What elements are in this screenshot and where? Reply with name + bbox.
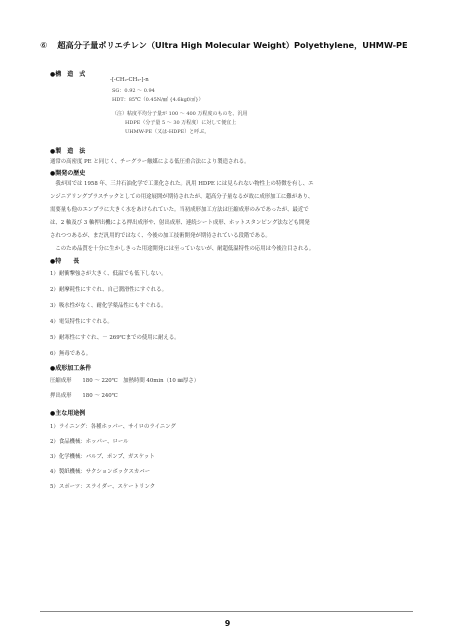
history-line: 需要量も他のエンプラに大きく水をあけられていた。当初成形加工方法は圧縮成形のみであったが、最近で	[50, 207, 309, 213]
application-item: 3）化学機械：バルブ、ポンプ、ガスケット	[50, 454, 155, 460]
history-line: ンジニアリングプラスチックとしての用途展開が期待されたが、超高分子量なるが故に成形加工に難があり、	[50, 194, 314, 200]
manufacturing-heading: ●製 造 法	[50, 148, 86, 155]
structure-heading: ●構 造 式	[50, 71, 86, 78]
molding-row: 押出成形 180 ～ 240℃	[50, 393, 118, 399]
applications-heading: ●主な用途例	[50, 410, 86, 417]
application-item: 4）製紙機械：サクションボックスカバー	[50, 469, 151, 475]
section-title-text: 超高分子量ポリエチレン（Ultra High Molecular Weight）Polyethylene，UHMW-PE	[57, 40, 408, 50]
footer-divider	[40, 611, 413, 612]
structure-sg: SG：0.92 ～ 0.94	[112, 88, 155, 94]
section-title	[40, 40, 408, 51]
history-line: 我が国では 1958 年、三井石油化学で工業化された。汎用 HDPE には見られない物性上の特徴を有し、エ	[50, 181, 314, 187]
section-number: ⑥	[40, 40, 48, 50]
feature-item: 5）耐寒性にすぐれ、－ 269℃までの使用に耐える。	[50, 335, 180, 341]
history-line: は、2 軸及び 3 軸押出機による押出成形や、射出成形、連続シート成形、ホットスタンピング法なども開発	[50, 220, 310, 226]
application-item: 5）スポーツ：スライダー、スケートリンク	[50, 484, 156, 490]
structure-note-line-3: UHMW-PE（又は-HDPE）と呼ぶ。	[125, 129, 210, 135]
molding-row: 圧縮成形 180 ～ 220℃ 加熱時間 40min（10 ㎜厚さ）	[50, 378, 200, 384]
feature-item: 2）耐摩耗性にすぐれ、自己潤滑性にすぐれる。	[50, 287, 167, 293]
history-heading: ●開発の歴史	[50, 170, 86, 177]
history-line: このため品質を十分に生かしきった用途開発には至っていないが、耐超低温特性の応用は今後注目される。	[50, 246, 315, 252]
structure-note-line-2: HDPE（分子量 5 ～ 30 万程度）に対して便宜上	[125, 120, 237, 126]
feature-item: 4）電気特性にすぐれる。	[50, 319, 113, 325]
feature-item: 3）吸水性がなく、耐化学薬品性にもすぐれる。	[50, 303, 167, 309]
application-item: 2）食品機械：ホッパー、ロール	[50, 439, 129, 445]
history-line: されつつあるが、まだ汎用的ではなく、今後の加工技術開発が期待されている段階である。	[50, 233, 271, 239]
structure-formula: -[-CH₂-CH₂-]-n	[110, 77, 149, 83]
feature-item: 1）耐衝撃強さが大きく、低温でも低下しない。	[50, 271, 167, 277]
structure-note-line-1: （注）粘度平均分子量が 100 ～ 400 万程度のものを、汎用	[112, 111, 248, 117]
molding-heading: ●成形加工条件	[50, 365, 92, 372]
page-number: 9	[224, 619, 231, 628]
features-heading: ●特 長	[50, 258, 80, 265]
manufacturing-text: 通常の高密度 PE と同じく、チーグラー触媒による低圧重合法により製造される。	[50, 159, 250, 165]
structure-hdt: HDT：85℃（0.45N/㎟ {4.6kgf/㎠}）	[112, 97, 204, 103]
feature-item: 6）無毒である。	[50, 351, 92, 357]
application-item: 1）ライニング：各種ホッパー、サイロのライニング	[50, 424, 176, 430]
